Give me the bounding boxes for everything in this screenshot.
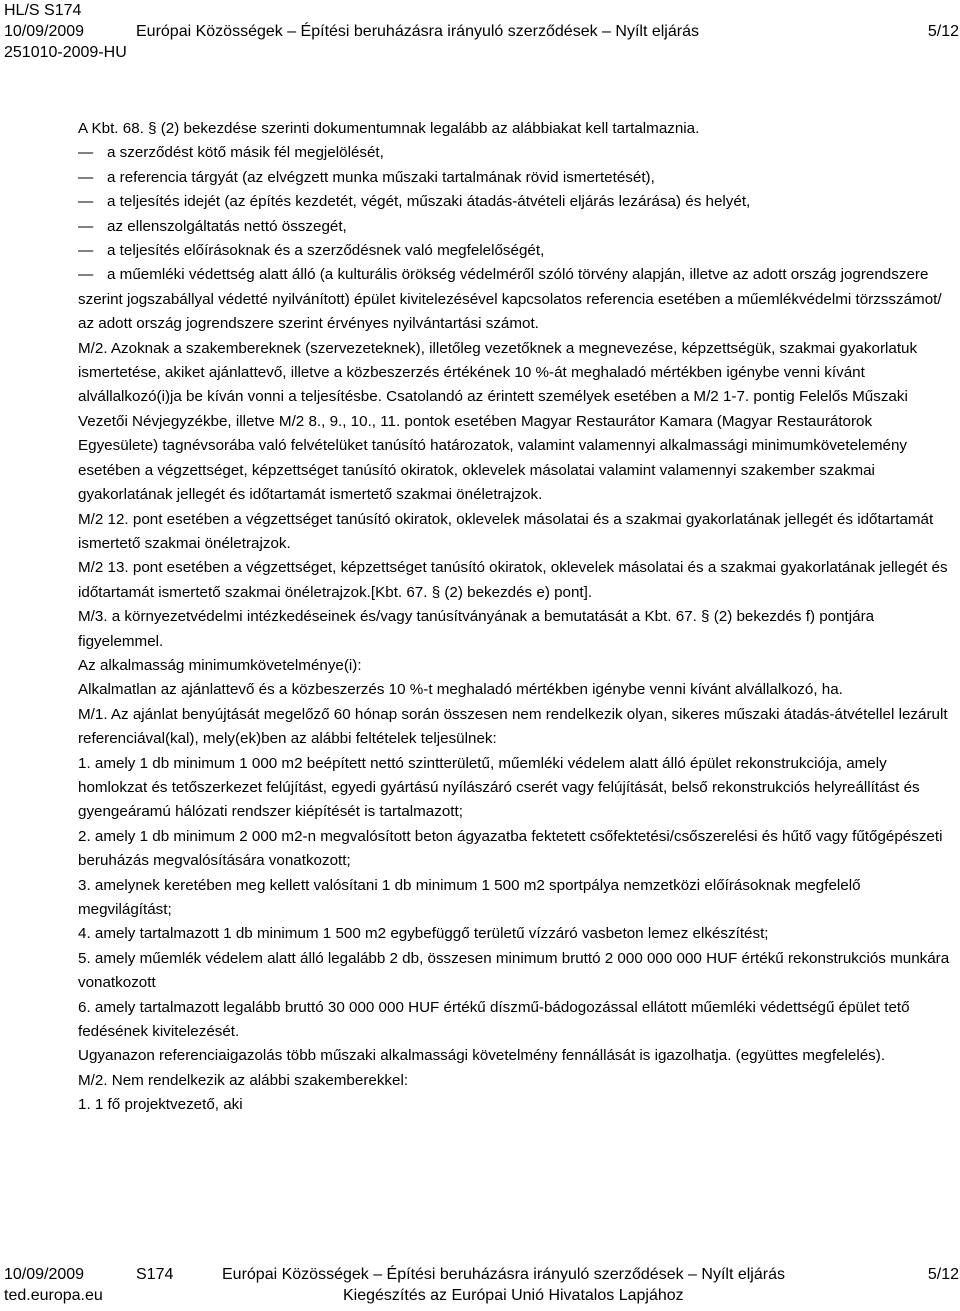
header-notice-id: 251010-2009-HU (4, 44, 127, 61)
dash-item: — az ellenszolgáltatás nettó összegét, (78, 217, 347, 235)
paragraph: Alkalmatlan az ajánlattevő és a közbeszerzés 10 %-t meghaladó mértékben igénybe venni kívánt alvállalkozó, ha. (78, 681, 843, 699)
intro-paragraph: A Kbt. 68. § (2) bekezdése szerinti dokumentumnak legalább az alábbiakat kell tartalmaznia. (78, 120, 700, 137)
page-header (4, 0, 959, 63)
footer-publisher: Kiegészítés az Európai Unió Hivatalos Lapjához (343, 1287, 684, 1304)
paragraph: Ugyanazon referenciaigazolás több műszaki alkalmassági követelmény fennállását is igazolhatja. (együttes megfelelés). (78, 1047, 886, 1065)
paragraph: 6. amely tartalmazott legalább bruttó 30 000 000 HUF értékű díszmű-bádogozással ellátott műemléki védettségű épület tető fedésének kivitelezését. (78, 998, 910, 1041)
page-footer (4, 1264, 959, 1306)
footer-date: 10/09/2009 (4, 1266, 85, 1283)
document-body (78, 117, 954, 1118)
footer-series: S174 (136, 1266, 174, 1283)
header-title: Európai Közösségek – Építési beruházásra irányuló szerződések – Nyílt eljárás (136, 23, 699, 40)
paragraph: M/3. a környezetvédelmi intézkedéseinek és/vagy tanúsítványának a bemutatását a Kbt. 67. § (2) bekezdés f) pontjára figyelemmel. (78, 608, 875, 650)
dash-item: — a műemléki védettség alatt álló (a kulturális örökség védelméről szóló törvény alapján, illetve az adott ország jogrendszere szerint jogszabállyal védetté nyilvánított) épület kivitelezésével kapcsolatos referencia esetében a műemlékvédelmi törzsszámot/ az adott ország jogrendszere szerint érvényes nyilvántartási számot. (78, 266, 942, 333)
footer-page-number: 5/12 (927, 1266, 959, 1283)
header-date: 10/09/2009 (4, 23, 85, 40)
footer-row-2 (4, 1285, 959, 1306)
dash-item: — a szerződést kötő másik fél megjelölését, (78, 144, 384, 162)
dash-item: — a referencia tárgyát (az elvégzett munka műszaki tartalmának rövid ismertetését), (78, 168, 655, 186)
header-series: HL/S S174 (4, 2, 82, 19)
header-row (4, 21, 959, 42)
paragraph: M/2 13. pont esetében a végzettséget, képzettséget tanúsító okiratok, oklevelek másolatai és a szakmai gyakorlatának jellegét és időtartamát ismertető szakmai önéletrajzok.[Kbt. 67. § (2) bekezdés e) pont]. (78, 559, 948, 601)
header-page-number: 5/12 (927, 23, 959, 40)
dash-item: — a teljesítés idejét (az építés kezdetét, végét, műszaki átadás-átvételi eljárás lezárása) és helyét, (78, 193, 751, 211)
paragraph: M/2. Nem rendelkezik az alábbi szakemberekkel: (78, 1071, 409, 1089)
dash-item: — a teljesítés előírásoknak és a szerződésnek való megfelelőségét, (78, 242, 545, 260)
paragraph: M/1. Az ajánlat benyújtását megelőző 60 hónap során összesen nem rendelkezik olyan, sikeres műszaki átadás-átvétellel lezárult referenciával(kal), mely(ek)ben az alábbi feltételek teljesülnek: (78, 705, 948, 748)
paragraph: M/2 12. pont esetében a végzettséget tanúsító okiratok, oklevelek másolatai és a szakmai gyakorlatának jellegét és időtartamát ismertető szakmai önéletrajzok. (78, 510, 934, 552)
paragraph: 1. amely 1 db minimum 1 000 m2 beépített nettó szintterületű, műemléki védelem alatt álló épület rekonstrukciója, amely homlokzat és tetőszerkezet felújítást, egyedi gyártású nyílászáró cserét vagy felújítását, belső rekonstrukciós helyreállítást és gyengeáramú hálózati rendszer kiépítését is tartalmazott; (78, 754, 920, 821)
footer-title: Európai Közösségek – Építési beruházásra irányuló szerződések – Nyílt eljárás (222, 1266, 785, 1283)
paragraph: 3. amelynek keretében meg kellett valósítani 1 db minimum 1 500 m2 sportpálya nemzetközi előírásoknak megfelelő megvilágítást; (78, 876, 861, 918)
paragraph: 5. amely műemlék védelem alatt álló legalább 2 db, összesen minimum bruttó 2 000 000 000 HUF értékű rekonstrukciós munkára vonatkozott (78, 949, 950, 992)
paragraph: 4. amely tartalmazott 1 db minimum 1 500 m2 egybefüggő területű vízzáró vasbeton lemez elkészítést; (78, 925, 769, 943)
footer-site-link[interactable]: ted.europa.eu (4, 1287, 103, 1304)
paragraph: Az alkalmasság minimumkövetelménye(i): (78, 656, 362, 674)
footer-row (4, 1264, 959, 1285)
paragraph: M/2. Azoknak a szakembereknek (szervezeteknek), illetőleg vezetőknek a megnevezése, képzettségük, szakmai gyakorlatuk ismertetése, akiket ajánlattevő, illetve a közbeszerzés értékének 10 %-át meghaladó mértékben igénybe venni kívánt alvállalkozó(i)ja be kíván vonni a teljesítésbe. Csatolandó az érintett személyek esetében a M/2 1-7. pontig Felelős Műszaki Vezetői Névjegyzékbe, illetve M/2 8., 9., 10., 11. pontok esetében Magyar Restaurátor Kamara (Magyar Restaurátorok Egyesülete) tagnévsorába való felvételüket tanúsító határozatok, valamint valamennyi alkalmassági minimumkövetelemény esetében a végzettséget, képzettséget tanúsító okiratok, oklevelek másolatai valamint valamennyi szakember szakmai gyakorlatának jellegét és időtartamát ismertető szakmai önéletrajzok. (78, 339, 918, 504)
paragraph: 1. 1 fő projektvezető, aki (78, 1096, 243, 1114)
paragraph: 2. amely 1 db minimum 2 000 m2-n megvalósított beton ágyazatba fektetett csőfektetési/csőszerelési és hűtő vagy fűtőgépészeti beruházás megvalósítására vonatkozott; (78, 827, 943, 870)
